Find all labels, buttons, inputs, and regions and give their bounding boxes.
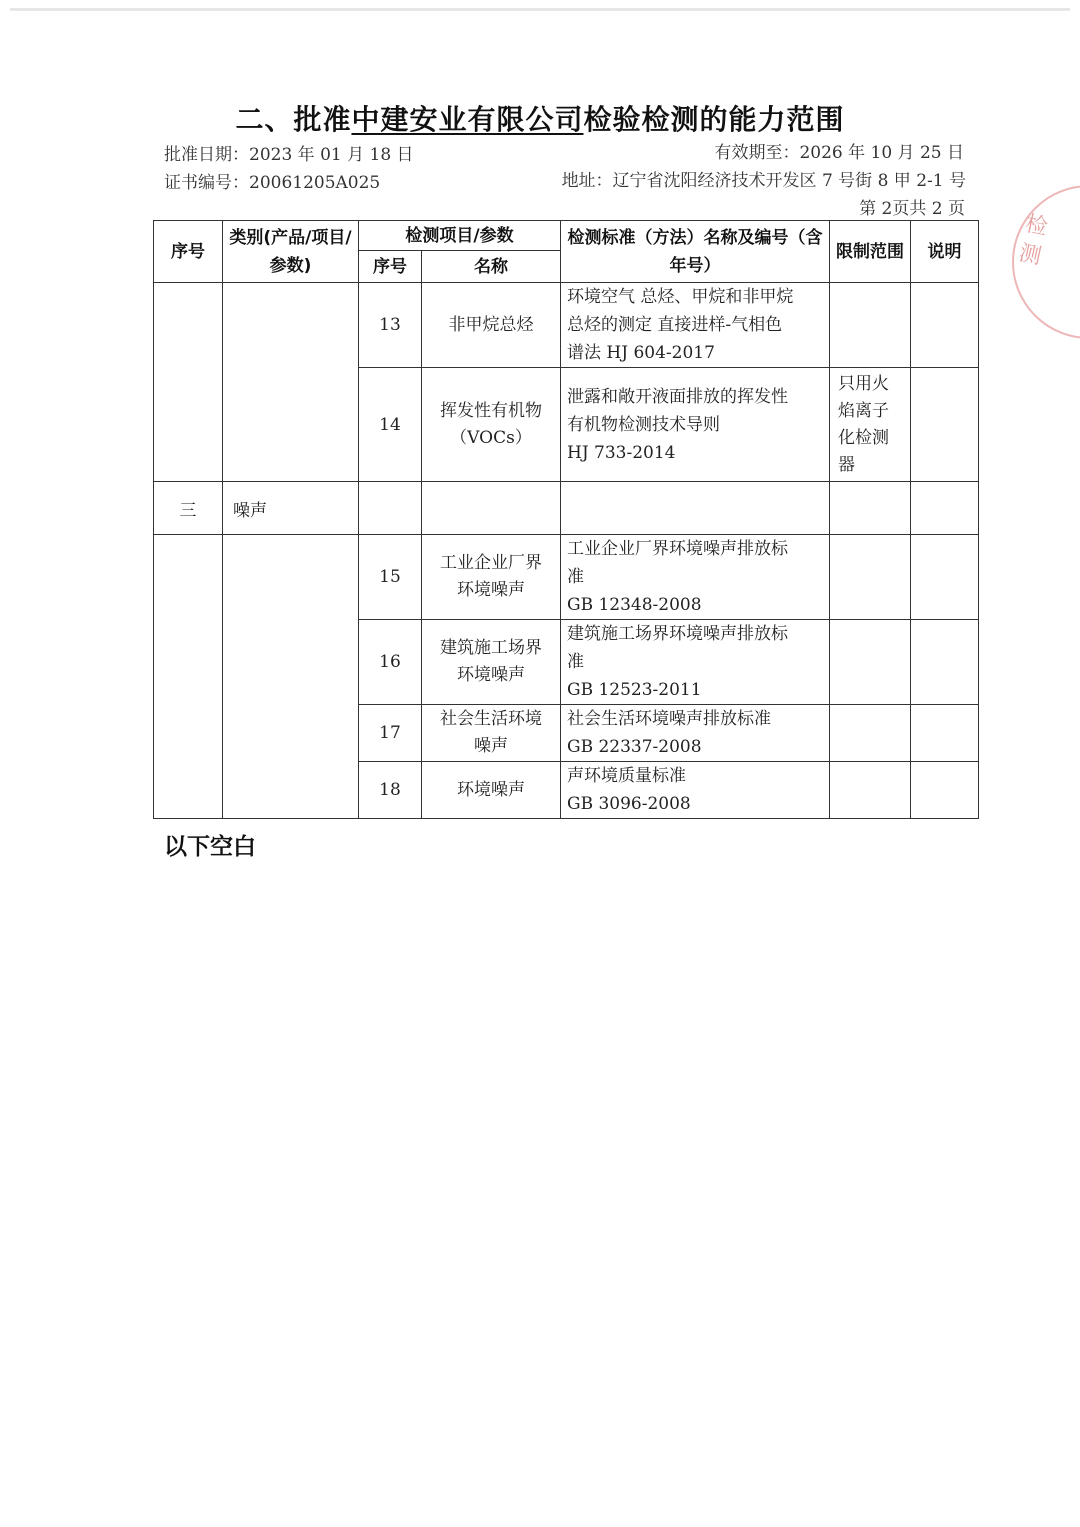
standard-cell: 泄露和敞开液面排放的挥发性 有机物检测技术导则 HJ 733-2014 — [561, 368, 830, 482]
table-header-row — [154, 221, 979, 251]
item-name-cell: 社会生活环境 噪声 — [422, 705, 561, 762]
limit-cell — [830, 535, 911, 620]
header-seq: 序号 — [154, 221, 223, 283]
standard-cell: 社会生活环境噪声排放标准 GB 22337-2008 — [561, 705, 830, 762]
item-name-cell: 工业企业厂界 环境噪声 — [422, 535, 561, 620]
limit-cell: 只用火 焰离子 化检测 器 — [830, 368, 911, 482]
note-cell — [911, 620, 979, 705]
certificate-number: 证书编号：20061205A025 — [164, 173, 381, 193]
item-name-cell: 建筑施工场界 环境噪声 — [422, 620, 561, 705]
item-seq-cell — [359, 482, 422, 535]
header-item-name: 名称 — [422, 251, 561, 283]
header-note: 说明 — [911, 221, 979, 283]
standard-cell: 工业企业厂界环境噪声排放标 准 GB 12348-2008 — [561, 535, 830, 620]
item-seq-cell: 15 — [359, 535, 422, 620]
category-cell: 噪声 — [223, 482, 359, 535]
document-title: 二、批准中建安业有限公司检验检测的能力范围 — [235, 103, 845, 136]
seq-cell — [154, 535, 223, 819]
valid-until: 有效期至：2026 年 10 月 25 日 — [714, 143, 964, 163]
note-cell — [911, 368, 979, 482]
table-row — [154, 535, 979, 620]
item-seq-cell: 16 — [359, 620, 422, 705]
item-seq-cell: 18 — [359, 762, 422, 819]
standard-cell: 建筑施工场界环境噪声排放标 准 GB 12523-2011 — [561, 620, 830, 705]
header-standard: 检测标准（方法）名称及编号（含年号） — [561, 221, 830, 283]
note-cell — [911, 283, 979, 368]
item-seq-cell: 13 — [359, 283, 422, 368]
seq-cell — [154, 283, 223, 482]
note-cell — [911, 482, 979, 535]
limit-cell — [830, 620, 911, 705]
header-item-group: 检测项目/参数 — [359, 221, 561, 251]
scan-top-edge — [10, 8, 1070, 11]
seal-stamp-text: 检测 — [1016, 211, 1050, 270]
limit-cell — [830, 762, 911, 819]
table-row — [154, 482, 979, 535]
item-seq-cell: 14 — [359, 368, 422, 482]
blank-below-note: 以下空白 — [164, 834, 256, 860]
note-cell — [911, 535, 979, 620]
header-category: 类别(产品/项目/参数) — [223, 221, 359, 283]
category-cell — [223, 283, 359, 482]
category-cell — [223, 535, 359, 819]
note-cell — [911, 762, 979, 819]
standard-cell: 环境空气 总烃、甲烷和非甲烷 总烃的测定 直接进样-气相色 谱法 HJ 604-2017 — [561, 283, 830, 368]
page-info: 第 2页共 2 页 — [859, 199, 965, 219]
note-cell — [911, 705, 979, 762]
limit-cell — [830, 482, 911, 535]
item-name-cell — [422, 482, 561, 535]
address: 地址：辽宁省沈阳经济技术开发区 7 号街 8 甲 2-1 号 — [561, 171, 966, 191]
seq-cell: 三 — [154, 482, 223, 535]
table-row — [154, 283, 979, 368]
standard-cell: 声环境质量标准 GB 3096-2008 — [561, 762, 830, 819]
standard-cell — [561, 482, 830, 535]
capability-table — [153, 220, 979, 819]
company-name: 中建安业有限公司 — [351, 103, 584, 136]
approval-date: 批准日期：2023 年 01 月 18 日 — [164, 145, 414, 165]
item-name-cell: 非甲烷总烃 — [422, 283, 561, 368]
limit-cell — [830, 705, 911, 762]
limit-cell — [830, 283, 911, 368]
header-limit: 限制范围 — [830, 221, 911, 283]
item-name-cell: 环境噪声 — [422, 762, 561, 819]
item-seq-cell: 17 — [359, 705, 422, 762]
header-item-seq: 序号 — [359, 251, 422, 283]
item-name-cell: 挥发性有机物 （VOCs） — [422, 368, 561, 482]
